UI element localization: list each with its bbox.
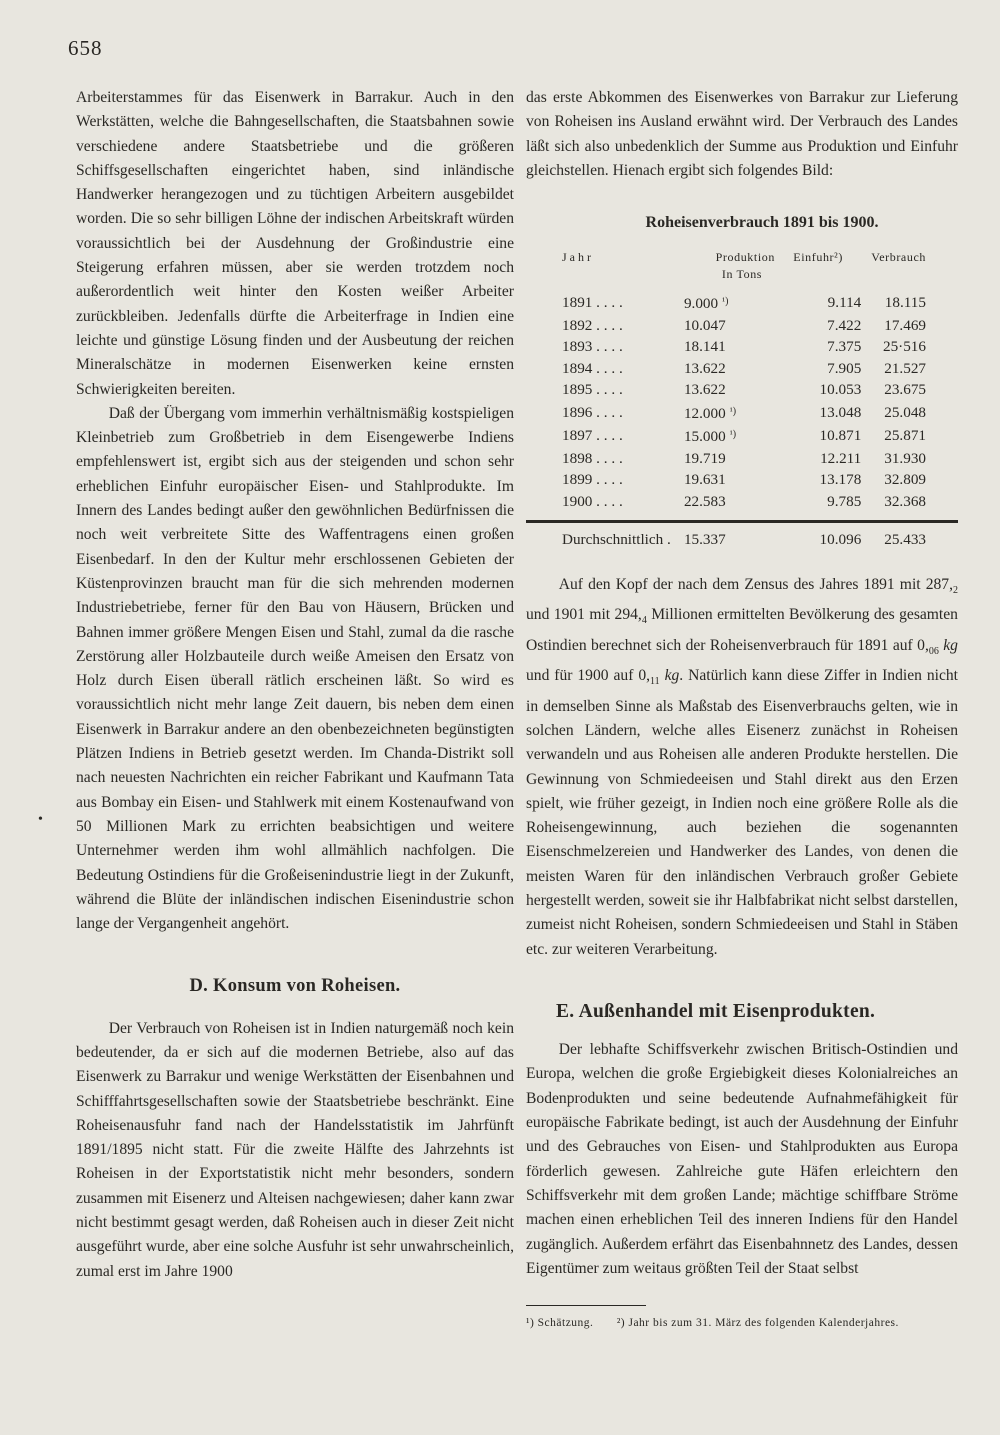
cell-consumption: 25.433 [884, 531, 926, 549]
cell-import: 10.053 [819, 381, 862, 399]
table-row [526, 469, 958, 491]
cell-import: 13.178 [819, 471, 862, 489]
right-column [526, 86, 958, 1333]
cell-import: 7.422 [827, 316, 862, 334]
cell-import: 13.048 [819, 403, 862, 421]
cell-year: 1891 . . . . [562, 294, 623, 312]
cell-average-label: Durchschnittlich . [562, 531, 671, 549]
footnote-divider [526, 1305, 646, 1306]
table-row [526, 424, 958, 448]
table-row [526, 448, 958, 470]
cell-production: 15.000 $^{^1)}$ [683, 428, 737, 446]
paragraph: Daß der Übergang vom immerhin verhältnismäßig kostspieligen Kleinbetrieb zum Großbetrieb in dem Eisengewerbe Indiens empfehlenswert ist, ergibt sich aus der steigenden und schon sehr erheblichen Einfuhr europäischer Eisen- und Stahlprodukte. Im Innern des Landes bedingt außer den gewöhnlichen Bedürfnissen die noch weit verbreitete Sitte des Waffentragens einen großen Eisenbedarf. In den der Kultur mehr erschlossenen Gebieten der Küstenprovinzen braucht man für die sich mehrenden modernen Industriebetriebe, ferner für den Bau von Häusern, Brücken und Bahnen immer größere Mengen Eisen und Stahl, zumal da die rasche Zerstörung aller Holzbauteile durch weiße Ameisen den Ersatz von Holz durch Eisen überall rätlich erscheinen läßt. So wird es voraussichtlich nicht mehr lange Zeit dauern, bis neben dem einen Eisenwerk in Barrakur andere an den obenbezeichneten begünstigten Plätzen Indiens in Betrieb gesetzt werden. Im Chanda-Distrikt soll nach neuesten Nachrichten ein reicher Fabrikant und Kaufmann Tata aus Bombay ein Eisen- und Stahlwerk mit einem Kostenaufwand von 50 Millionen Mark zu errichten beabsichtigen und weitere Unternehmer werden ihm wohl allmählich nachfolgen. Die Bedeutung Ostindiens für die Großeisenindustrie liegt in der Zukunft, während die Blüte der inländischen indischen Eisenindustrie schon lange der Vergangenheit angehört. [76, 404, 514, 933]
table-row [526, 491, 958, 522]
cell-consumption: 25.871 [884, 427, 926, 445]
table-title: Roheisenverbrauch 1891 bis 1900. [645, 214, 879, 232]
footnote-mark: ¹) [722, 296, 729, 308]
cell-consumption: 23.675 [884, 381, 926, 399]
left-column [76, 86, 514, 1284]
cell-import: 10.096 [819, 531, 862, 549]
cell-year: 1892 . . . . [562, 316, 623, 334]
cell-production: 12.000 $^{^1)}$ [683, 404, 737, 422]
cell-year: 1895 . . . . [562, 381, 623, 399]
cell-year: 1896 . . . . [562, 403, 623, 421]
footnote-2: ²) Jahr bis zum 31. März des folgenden Kalenderjahres. [616, 1317, 899, 1330]
cell-import: 7.375 [827, 338, 862, 356]
cell-consumption: 21.527 [884, 359, 926, 377]
cell-import: 12.211 [820, 449, 862, 467]
cell-year: 1898 . . . . [562, 449, 623, 467]
cell-production: 18.141 [683, 338, 726, 356]
cell-consumption: 18.115 [884, 294, 926, 312]
cell-consumption: 32.368 [871, 491, 958, 522]
cell-consumption: 25·516 [882, 338, 926, 356]
footnote-mark: ¹) [729, 429, 737, 441]
cell-consumption: 31.930 [884, 449, 926, 467]
table-row [526, 401, 958, 425]
footnotes [526, 1314, 958, 1333]
cell-import: 10.871 [819, 427, 862, 445]
cell-year: 1900 . . . . [526, 491, 684, 522]
table-row [526, 291, 958, 315]
cell-consumption: 17.469 [884, 316, 926, 334]
header-unit: In Tons [721, 267, 763, 282]
cell-year: 1894 . . . . [562, 359, 623, 377]
cell-year: 1897 . . . . [562, 427, 623, 445]
page-number: 658 [68, 36, 103, 60]
table-row [526, 358, 958, 380]
cell-production: 10.047 [683, 316, 726, 334]
cell-production: 19.631 [683, 471, 726, 489]
table-row [526, 336, 958, 358]
table-row-average [526, 522, 958, 551]
paragraph: Der lebhafte Schiffsverkehr zwischen Britisch-Ostindien und Europa, welchen die große Ergiebigkeit dieses Kolonialreiches an Bodenprodukten und seine bedeutende Aufnahmefähigkeit für europäische Fabrikate bedingt, ist auch der Ausdehnung der Einfuhr und des Gebrauches von Eisen- und Stahlprodukten aus Europa förderlich gewesen. Zahlreiche gute Häfen erleichtern den Schiffsverkehr mit dem großen Lande; mächtige schiffbare Ströme machen einen erheblichen Teil des inneren Indiens für den Handel zugänglich. Außerdem erfährt das Eisenbahnnetz des Landes, dessen Eigentümer zum weitaus größten Teil der Staat selbst [526, 1041, 958, 1277]
cell-import: 9.114 [827, 294, 862, 312]
footnote-mark: ¹) [729, 405, 737, 417]
cell-production: 13.622 [683, 359, 726, 377]
paragraph: Auf den Kopf der nach dem Zensus des Jahres 1891 mit $287,_2$ und 1901 mit $294,_4$ Millionen ermittelten Bevölkerung des gesamten Ostindien berechnet sich der Roheisenverbrauch für 1891 auf $0,_{06}$ kg und für 1900 auf $0,_{11}$ kg. Natürlich kann diese Ziffer in Indien nicht in demselben Sinne als Maßstab des Eisenverbrauchs gelten, wie in solchen Ländern, welche alles Eisenerz zunächst in Roheisen verwandeln und aus Roheisen alle anderen Produkte herstellen. Die Gewinnung von Schmiedeeisen und Stahl direkt aus den Erzen spielt, wie früher gezeigt, in Indien noch eine größere Rolle als die Roheisengewinnung, auch beziehen die sogenannten Eisenschmelzereien und Handwerker des Landes, von denen die meisten Waren für den inländischen Verbrauch großer Gebiete hergestellt werden, soweit sie ihr Halbfabrikat nicht selbst darstellen, zumeist nicht Roheisen, sondern Schmiedeeisen und Stahl in Stäben etc. zur weiteren Verarbeitung. [526, 575, 959, 958]
table-row [526, 379, 958, 401]
cell-consumption: 32.809 [884, 471, 926, 489]
footnote-1: ¹) Schätzung. [526, 1317, 594, 1330]
section-heading-d: D. Konsum von Roheisen. [189, 976, 401, 997]
cell-year: 1899 . . . . [562, 471, 623, 489]
cell-import: 7.905 [827, 359, 862, 377]
header-import: Einfuhr²) [793, 250, 843, 265]
section-heading-e: E. Außenhandel mit Eisenprodukten. [556, 1000, 876, 1022]
header-year: Jahr [562, 250, 594, 265]
consumption-table [526, 249, 958, 551]
cell-consumption: 25.048 [884, 403, 926, 421]
paragraph: Der Verbrauch von Roheisen ist in Indien naturgemäß noch kein bedeutender, da er sich auf die modernen Betriebe, also auf das Eisenwerk zu Barrakur und wenige Werkstätten der Eisenbahnen und Schifffahrtsgesellschaften sowie der Staatsbetriebe beschränkt. Eine Roheisenausfuhr fand nach der Handelsstatistik im Jahrfünft 1891/1895 nicht statt. Für die zweite Hälfte des Jahrzehnts ist Roheisen in der Exportstatistik nicht mehr besonders, sondern zusammen mit Eisenerz und Alteisen nachgewiesen; daher kann zwar nicht bestimmt gesagt werden, daß Roheisen auch in dieser Zeit nicht ausgeführt wurde, aber eine solche Ausfuhr ist sehr unwahrscheinlich, zumal erst im Jahre 1900 [76, 1019, 514, 1280]
cell-production: 15.337 [683, 531, 726, 549]
cell-import: 9.785 [775, 491, 871, 522]
cell-production: 9.000 $^{^1)}$ [683, 295, 729, 313]
table-row [526, 315, 958, 337]
header-production: Produktion [715, 250, 775, 265]
cell-production: 19.719 [683, 449, 726, 467]
cell-production: 13.622 [683, 381, 726, 399]
cell-year: 1893 . . . . [562, 338, 623, 356]
margin-bullet: • [38, 812, 43, 827]
paragraph: Arbeiterstammes für das Eisenwerk in Barrakur. Auch in den Werkstätten, welche die Bahngesellschaften, die Staatsbahnen sowie verschiedene andere Staatsbetriebe und die größeren Schiffsgesellschaften eingerichtet haben, sind inländische Handwerker herangezogen und zu tüchtigen Arbeitern ausgebildet worden. Die so sehr billigen Löhne der indischen Arbeitskraft würden voraussichtlich bei der Ausdehnung der Großindustrie eine Steigerung erfahren müssen, aber sie werden trotzdem noch außerordentlich weit hinter den Kosten weißer Arbeiter zurückbleiben. Jedenfalls dürfte die Arbeiterfrage in Indien eine leichte und günstige Lösung finden und der Ausbeutung der reichen Mineralschätze in modernen Eisenwerken keine ernsten Schwierigkeiten bereiten. [76, 89, 514, 398]
paragraph: das erste Abkommen des Eisenwerkes von Barrakur zur Lieferung von Roheisen ins Ausland erwähnt wird. Der Verbrauch des Landes läßt sich also unbedenklich der Summe aus Produktion und Einfuhr gleichstellen. Hienach ergibt sich folgendes Bild: [526, 89, 958, 179]
cell-production: 22.583 [684, 491, 775, 522]
header-consumption: Verbrauch [871, 250, 926, 265]
